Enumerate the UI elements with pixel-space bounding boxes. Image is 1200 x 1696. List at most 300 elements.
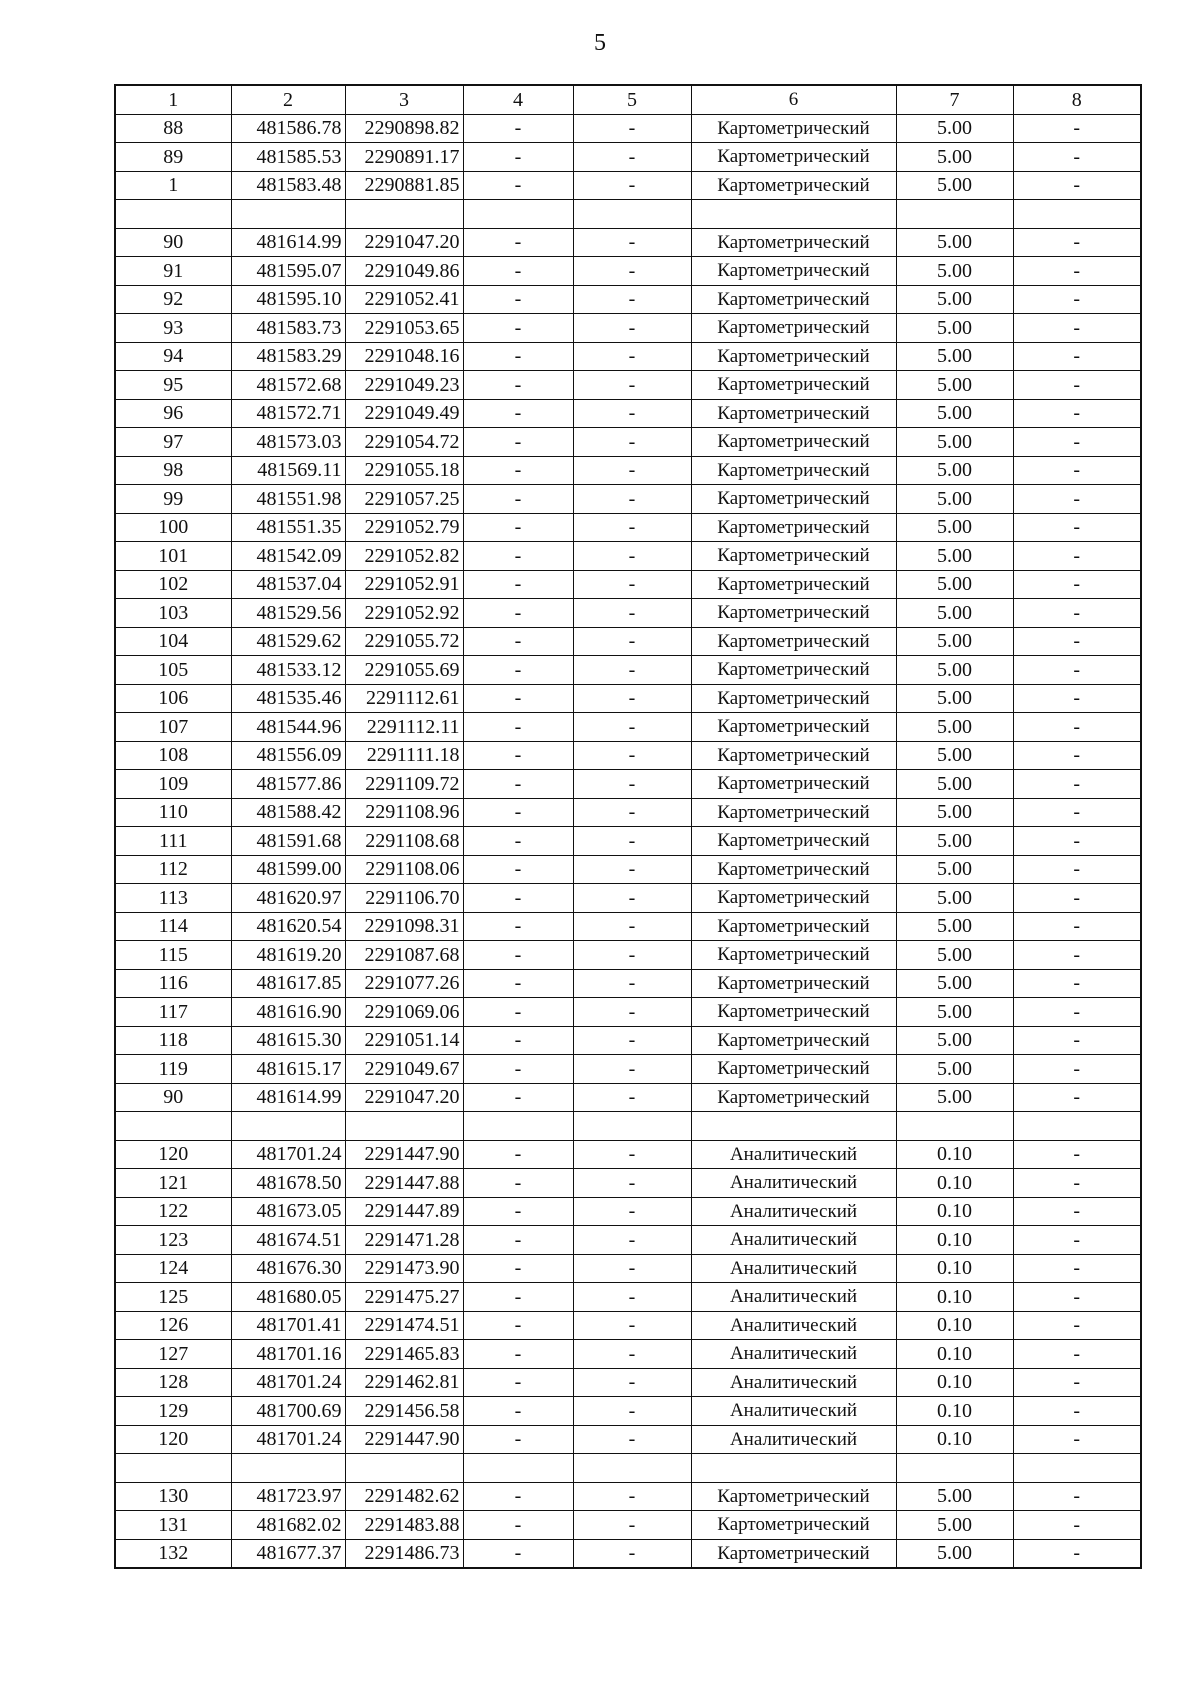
cell-accuracy: 5.00 — [896, 257, 1013, 286]
cell-col-8: - — [1013, 1197, 1141, 1226]
cell-col-5: - — [573, 1368, 691, 1397]
cell-point-number: 121 — [115, 1169, 231, 1198]
cell-point-number: 93 — [115, 314, 231, 343]
cell-point-number: 110 — [115, 798, 231, 827]
cell-point-number: 128 — [115, 1368, 231, 1397]
cell-col-4: - — [463, 1226, 573, 1255]
cell-accuracy: 5.00 — [896, 542, 1013, 571]
cell-method: Картометрический — [691, 114, 896, 143]
cell-col-5: - — [573, 428, 691, 457]
cell-method: Картометрический — [691, 855, 896, 884]
cell-y-coordinate: 2291098.31 — [345, 912, 463, 941]
cell-x-coordinate: 481701.24 — [231, 1368, 345, 1397]
cell-x-coordinate: 481615.30 — [231, 1026, 345, 1055]
cell-accuracy: 5.00 — [896, 1083, 1013, 1112]
cell-point-number: 100 — [115, 513, 231, 542]
cell-y-coordinate: 2291069.06 — [345, 998, 463, 1027]
cell-x-coordinate — [231, 1454, 345, 1483]
cell-x-coordinate: 481615.17 — [231, 1055, 345, 1084]
cell-method: Картометрический — [691, 542, 896, 571]
cell-col-5: - — [573, 1226, 691, 1255]
cell-point-number: 107 — [115, 713, 231, 742]
table-row — [115, 485, 1141, 514]
table-row — [115, 969, 1141, 998]
cell-col-8: - — [1013, 1254, 1141, 1283]
cell-col-4 — [463, 1112, 573, 1141]
cell-col-5: - — [573, 627, 691, 656]
table-row — [115, 770, 1141, 799]
table-row — [115, 599, 1141, 628]
cell-accuracy: 5.00 — [896, 513, 1013, 542]
cell-accuracy: 5.00 — [896, 1026, 1013, 1055]
table-row — [115, 855, 1141, 884]
cell-point-number: 111 — [115, 827, 231, 856]
cell-point-number: 113 — [115, 884, 231, 913]
cell-method: Картометрический — [691, 656, 896, 685]
cell-col-8: - — [1013, 542, 1141, 571]
cell-x-coordinate: 481676.30 — [231, 1254, 345, 1283]
cell-point-number: 120 — [115, 1425, 231, 1454]
header-cell-col-8: 8 — [1013, 85, 1141, 114]
cell-col-5: - — [573, 1311, 691, 1340]
cell-col-8: - — [1013, 314, 1141, 343]
cell-y-coordinate: 2291106.70 — [345, 884, 463, 913]
cell-col-5: - — [573, 285, 691, 314]
cell-method: Картометрический — [691, 257, 896, 286]
cell-col-8: - — [1013, 827, 1141, 856]
cell-col-4: - — [463, 1368, 573, 1397]
cell-col-4: - — [463, 1140, 573, 1169]
cell-accuracy: 0.10 — [896, 1340, 1013, 1369]
cell-col-8: - — [1013, 228, 1141, 257]
cell-method: Картометрический — [691, 285, 896, 314]
cell-col-5: - — [573, 599, 691, 628]
cell-point-number: 96 — [115, 399, 231, 428]
cell-col-5: - — [573, 228, 691, 257]
cell-col-8: - — [1013, 656, 1141, 685]
cell-point-number: 130 — [115, 1482, 231, 1511]
cell-point-number: 132 — [115, 1539, 231, 1568]
cell-method: Картометрический — [691, 713, 896, 742]
cell-col-4: - — [463, 741, 573, 770]
cell-x-coordinate: 481583.73 — [231, 314, 345, 343]
cell-x-coordinate: 481551.98 — [231, 485, 345, 514]
cell-col-4: - — [463, 1482, 573, 1511]
cell-col-5 — [573, 1454, 691, 1483]
cell-y-coordinate: 2290898.82 — [345, 114, 463, 143]
cell-col-8: - — [1013, 969, 1141, 998]
cell-x-coordinate: 481616.90 — [231, 998, 345, 1027]
cell-y-coordinate: 2291049.67 — [345, 1055, 463, 1084]
cell-x-coordinate: 481551.35 — [231, 513, 345, 542]
cell-col-5: - — [573, 1425, 691, 1454]
table-row — [115, 1197, 1141, 1226]
cell-col-8: - — [1013, 1539, 1141, 1568]
cell-point-number: 106 — [115, 684, 231, 713]
cell-method: Картометрический — [691, 228, 896, 257]
cell-method: Аналитический — [691, 1368, 896, 1397]
cell-y-coordinate: 2291462.81 — [345, 1368, 463, 1397]
cell-method: Картометрический — [691, 770, 896, 799]
cell-y-coordinate: 2291053.65 — [345, 314, 463, 343]
cell-method: Картометрический — [691, 399, 896, 428]
cell-col-8: - — [1013, 1511, 1141, 1540]
cell-point-number: 104 — [115, 627, 231, 656]
cell-point-number: 99 — [115, 485, 231, 514]
cell-col-8: - — [1013, 171, 1141, 200]
cell-x-coordinate: 481529.62 — [231, 627, 345, 656]
cell-y-coordinate: 2291447.90 — [345, 1140, 463, 1169]
table-row — [115, 798, 1141, 827]
cell-x-coordinate: 481537.04 — [231, 570, 345, 599]
cell-col-4: - — [463, 428, 573, 457]
table-row — [115, 114, 1141, 143]
cell-accuracy: 0.10 — [896, 1283, 1013, 1312]
cell-y-coordinate: 2291447.89 — [345, 1197, 463, 1226]
cell-point-number: 119 — [115, 1055, 231, 1084]
cell-x-coordinate: 481619.20 — [231, 941, 345, 970]
cell-accuracy: 5.00 — [896, 741, 1013, 770]
cell-col-8: - — [1013, 627, 1141, 656]
cell-point-number: 98 — [115, 456, 231, 485]
table-row — [115, 941, 1141, 970]
header-cell-col-5: 5 — [573, 85, 691, 114]
cell-col-4: - — [463, 713, 573, 742]
cell-col-8: - — [1013, 399, 1141, 428]
cell-y-coordinate: 2291471.28 — [345, 1226, 463, 1255]
cell-accuracy: 5.00 — [896, 599, 1013, 628]
cell-col-5: - — [573, 399, 691, 428]
table-row — [115, 513, 1141, 542]
cell-point-number: 126 — [115, 1311, 231, 1340]
cell-accuracy: 5.00 — [896, 342, 1013, 371]
cell-col-5: - — [573, 1340, 691, 1369]
cell-col-8: - — [1013, 513, 1141, 542]
cell-y-coordinate: 2290891.17 — [345, 143, 463, 172]
cell-y-coordinate: 2291052.41 — [345, 285, 463, 314]
cell-col-4: - — [463, 114, 573, 143]
cell-accuracy: 5.00 — [896, 627, 1013, 656]
cell-accuracy: 5.00 — [896, 371, 1013, 400]
cell-y-coordinate: 2291054.72 — [345, 428, 463, 457]
cell-method: Картометрический — [691, 371, 896, 400]
cell-col-4: - — [463, 257, 573, 286]
cell-col-4: - — [463, 969, 573, 998]
table-row — [115, 171, 1141, 200]
cell-point-number: 1 — [115, 171, 231, 200]
table-row — [115, 912, 1141, 941]
cell-col-8: - — [1013, 941, 1141, 970]
cell-x-coordinate: 481674.51 — [231, 1226, 345, 1255]
cell-col-8: - — [1013, 456, 1141, 485]
cell-method: Аналитический — [691, 1283, 896, 1312]
table-row — [115, 228, 1141, 257]
header-cell-point-number: 1 — [115, 85, 231, 114]
cell-x-coordinate: 481701.16 — [231, 1340, 345, 1369]
cell-y-coordinate: 2291465.83 — [345, 1340, 463, 1369]
cell-col-8: - — [1013, 342, 1141, 371]
cell-y-coordinate: 2291482.62 — [345, 1482, 463, 1511]
header-cell-method: 6 — [691, 85, 896, 114]
cell-col-5: - — [573, 456, 691, 485]
cell-method: Картометрический — [691, 1511, 896, 1540]
page-number: 5 — [594, 30, 606, 56]
cell-accuracy: 5.00 — [896, 656, 1013, 685]
cell-method: Аналитический — [691, 1226, 896, 1255]
table-row — [115, 371, 1141, 400]
cell-col-5: - — [573, 1197, 691, 1226]
header-cell-y-coordinate: 3 — [345, 85, 463, 114]
cell-col-4: - — [463, 684, 573, 713]
cell-col-4: - — [463, 656, 573, 685]
cell-method: Картометрический — [691, 684, 896, 713]
cell-accuracy: 0.10 — [896, 1197, 1013, 1226]
cell-method: Картометрический — [691, 428, 896, 457]
cell-col-5: - — [573, 1026, 691, 1055]
coordinates-table — [114, 84, 1142, 1569]
cell-point-number: 105 — [115, 656, 231, 685]
cell-point-number: 129 — [115, 1397, 231, 1426]
cell-y-coordinate: 2291057.25 — [345, 485, 463, 514]
cell-col-4: - — [463, 456, 573, 485]
cell-accuracy: 0.10 — [896, 1140, 1013, 1169]
cell-accuracy: 5.00 — [896, 114, 1013, 143]
cell-x-coordinate: 481723.97 — [231, 1482, 345, 1511]
cell-y-coordinate: 2291048.16 — [345, 342, 463, 371]
table-row — [115, 1425, 1141, 1454]
cell-col-5: - — [573, 798, 691, 827]
cell-x-coordinate: 481700.69 — [231, 1397, 345, 1426]
table-row — [115, 428, 1141, 457]
table-row — [115, 143, 1141, 172]
cell-y-coordinate: 2291112.61 — [345, 684, 463, 713]
cell-accuracy: 5.00 — [896, 912, 1013, 941]
table-row — [115, 1055, 1141, 1084]
cell-col-8: - — [1013, 570, 1141, 599]
cell-col-5: - — [573, 1283, 691, 1312]
cell-col-5: - — [573, 1254, 691, 1283]
cell-method: Картометрический — [691, 912, 896, 941]
cell-col-4: - — [463, 228, 573, 257]
cell-y-coordinate: 2291052.82 — [345, 542, 463, 571]
cell-y-coordinate: 2291109.72 — [345, 770, 463, 799]
cell-y-coordinate: 2291087.68 — [345, 941, 463, 970]
cell-method: Картометрический — [691, 884, 896, 913]
table-row — [115, 1112, 1141, 1141]
cell-accuracy: 0.10 — [896, 1397, 1013, 1426]
header-cell-x-coordinate: 2 — [231, 85, 345, 114]
cell-point-number: 118 — [115, 1026, 231, 1055]
cell-accuracy: 5.00 — [896, 1482, 1013, 1511]
cell-method: Картометрический — [691, 485, 896, 514]
table-row — [115, 257, 1141, 286]
cell-method: Картометрический — [691, 1482, 896, 1511]
cell-col-8: - — [1013, 741, 1141, 770]
table-row — [115, 542, 1141, 571]
cell-col-4: - — [463, 912, 573, 941]
cell-method: Картометрический — [691, 599, 896, 628]
cell-method: Картометрический — [691, 969, 896, 998]
cell-method: Аналитический — [691, 1425, 896, 1454]
cell-x-coordinate: 481569.11 — [231, 456, 345, 485]
cell-x-coordinate: 481620.97 — [231, 884, 345, 913]
cell-accuracy: 0.10 — [896, 1226, 1013, 1255]
cell-accuracy: 5.00 — [896, 827, 1013, 856]
cell-col-5: - — [573, 884, 691, 913]
table-row — [115, 1454, 1141, 1483]
cell-point-number: 90 — [115, 228, 231, 257]
cell-point-number: 97 — [115, 428, 231, 457]
cell-point-number: 131 — [115, 1511, 231, 1540]
cell-x-coordinate — [231, 1112, 345, 1141]
cell-x-coordinate: 481701.24 — [231, 1140, 345, 1169]
table-row — [115, 1539, 1141, 1568]
cell-method: Аналитический — [691, 1311, 896, 1340]
cell-x-coordinate: 481529.56 — [231, 599, 345, 628]
cell-accuracy: 0.10 — [896, 1169, 1013, 1198]
cell-col-8: - — [1013, 798, 1141, 827]
cell-y-coordinate: 2291447.90 — [345, 1425, 463, 1454]
cell-col-4: - — [463, 827, 573, 856]
cell-point-number: 103 — [115, 599, 231, 628]
cell-accuracy: 5.00 — [896, 684, 1013, 713]
cell-col-5: - — [573, 684, 691, 713]
cell-col-4: - — [463, 1539, 573, 1568]
cell-x-coordinate: 481572.71 — [231, 399, 345, 428]
table-row — [115, 1511, 1141, 1540]
table-row — [115, 1368, 1141, 1397]
cell-y-coordinate: 2291051.14 — [345, 1026, 463, 1055]
cell-col-5 — [573, 1112, 691, 1141]
cell-col-8: - — [1013, 371, 1141, 400]
cell-y-coordinate: 2291052.91 — [345, 570, 463, 599]
cell-col-4: - — [463, 627, 573, 656]
cell-col-8: - — [1013, 1055, 1141, 1084]
cell-col-8: - — [1013, 912, 1141, 941]
cell-accuracy: 5.00 — [896, 941, 1013, 970]
cell-point-number: 117 — [115, 998, 231, 1027]
cell-point-number: 108 — [115, 741, 231, 770]
table-row — [115, 884, 1141, 913]
cell-x-coordinate: 481572.68 — [231, 371, 345, 400]
table-row — [115, 656, 1141, 685]
cell-point-number: 109 — [115, 770, 231, 799]
cell-col-4: - — [463, 485, 573, 514]
cell-point-number: 91 — [115, 257, 231, 286]
cell-x-coordinate: 481535.46 — [231, 684, 345, 713]
cell-accuracy: 5.00 — [896, 855, 1013, 884]
cell-point-number: 92 — [115, 285, 231, 314]
cell-accuracy: 5.00 — [896, 485, 1013, 514]
cell-y-coordinate: 2291052.79 — [345, 513, 463, 542]
cell-method: Картометрический — [691, 143, 896, 172]
cell-method: Картометрический — [691, 342, 896, 371]
cell-x-coordinate: 481673.05 — [231, 1197, 345, 1226]
cell-method: Картометрический — [691, 827, 896, 856]
cell-col-4: - — [463, 371, 573, 400]
cell-method: Картометрический — [691, 456, 896, 485]
cell-x-coordinate: 481701.41 — [231, 1311, 345, 1340]
cell-y-coordinate — [345, 200, 463, 229]
cell-y-coordinate: 2291447.88 — [345, 1169, 463, 1198]
cell-y-coordinate: 2291049.23 — [345, 371, 463, 400]
cell-col-5: - — [573, 485, 691, 514]
cell-accuracy — [896, 1454, 1013, 1483]
cell-point-number: 122 — [115, 1197, 231, 1226]
cell-col-5: - — [573, 1397, 691, 1426]
cell-y-coordinate: 2291047.20 — [345, 1083, 463, 1112]
cell-accuracy: 5.00 — [896, 1511, 1013, 1540]
cell-point-number: 115 — [115, 941, 231, 970]
cell-col-5: - — [573, 827, 691, 856]
table-row — [115, 684, 1141, 713]
cell-col-4: - — [463, 1311, 573, 1340]
cell-x-coordinate: 481595.07 — [231, 257, 345, 286]
table-row — [115, 998, 1141, 1027]
cell-col-8: - — [1013, 143, 1141, 172]
cell-method: Аналитический — [691, 1397, 896, 1426]
table-row — [115, 314, 1141, 343]
cell-y-coordinate: 2291077.26 — [345, 969, 463, 998]
cell-point-number: 116 — [115, 969, 231, 998]
cell-col-8: - — [1013, 1482, 1141, 1511]
table-row — [115, 399, 1141, 428]
cell-col-4: - — [463, 1055, 573, 1084]
cell-col-8: - — [1013, 1226, 1141, 1255]
cell-col-8: - — [1013, 1368, 1141, 1397]
cell-col-5: - — [573, 542, 691, 571]
cell-col-8: - — [1013, 998, 1141, 1027]
cell-col-5: - — [573, 656, 691, 685]
cell-x-coordinate: 481544.96 — [231, 713, 345, 742]
cell-col-8: - — [1013, 285, 1141, 314]
cell-col-4: - — [463, 542, 573, 571]
cell-method: Картометрический — [691, 1083, 896, 1112]
cell-col-8: - — [1013, 1425, 1141, 1454]
cell-y-coordinate: 2291055.18 — [345, 456, 463, 485]
cell-col-4: - — [463, 513, 573, 542]
cell-accuracy: 5.00 — [896, 228, 1013, 257]
cell-method: Картометрический — [691, 570, 896, 599]
cell-col-5 — [573, 200, 691, 229]
cell-col-8 — [1013, 200, 1141, 229]
cell-col-8: - — [1013, 1283, 1141, 1312]
cell-y-coordinate — [345, 1112, 463, 1141]
cell-col-5: - — [573, 741, 691, 770]
cell-accuracy: 5.00 — [896, 285, 1013, 314]
cell-method: Аналитический — [691, 1197, 896, 1226]
cell-x-coordinate: 481599.00 — [231, 855, 345, 884]
cell-point-number: 125 — [115, 1283, 231, 1312]
cell-x-coordinate: 481614.99 — [231, 1083, 345, 1112]
cell-col-4: - — [463, 342, 573, 371]
cell-col-8: - — [1013, 713, 1141, 742]
table-row — [115, 570, 1141, 599]
cell-x-coordinate: 481577.86 — [231, 770, 345, 799]
cell-col-5: - — [573, 342, 691, 371]
cell-col-4: - — [463, 1169, 573, 1198]
cell-x-coordinate: 481680.05 — [231, 1283, 345, 1312]
table-row — [115, 1311, 1141, 1340]
cell-col-4: - — [463, 798, 573, 827]
cell-accuracy — [896, 1112, 1013, 1141]
table-row — [115, 342, 1141, 371]
cell-y-coordinate: 2291049.49 — [345, 399, 463, 428]
cell-col-8: - — [1013, 1311, 1141, 1340]
cell-col-4: - — [463, 884, 573, 913]
cell-col-5: - — [573, 1055, 691, 1084]
cell-col-4: - — [463, 171, 573, 200]
